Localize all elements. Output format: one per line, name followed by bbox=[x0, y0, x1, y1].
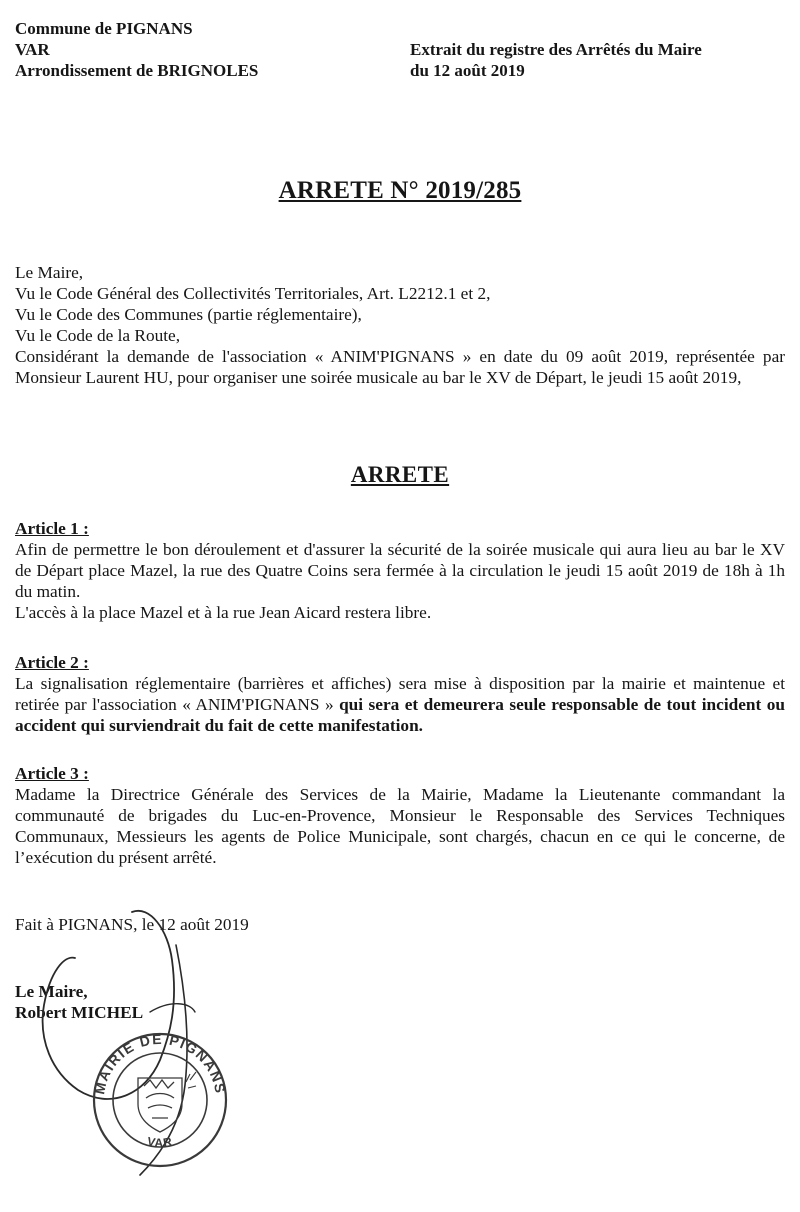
header-commune: Commune de PIGNANS bbox=[15, 19, 193, 38]
header-department: VAR bbox=[15, 40, 50, 59]
seal-text-top: MAIRIE DE PIGNANS bbox=[91, 1030, 229, 1096]
header-arrondissement: Arrondissement de BRIGNOLES bbox=[15, 61, 259, 80]
article-2-text: La signalisation réglementaire (barrières et affiches) sera mise à disposition par la mairie et maintenue et retirée par l'association « ANIM'PIGNANS » bbox=[15, 674, 785, 714]
svg-text:MAIRIE DE PIGNANS bbox=[91, 1031, 229, 1096]
decision-title: ARRETE bbox=[350, 462, 450, 487]
preamble-line: Le Maire, bbox=[15, 263, 84, 282]
article-1-heading: Article 1 : bbox=[15, 519, 89, 538]
place-date: Fait à PIGNANS, le 12 août 2019 bbox=[15, 915, 249, 934]
signatory-name: Robert MICHEL bbox=[15, 1003, 144, 1022]
article-3-text: Madame la Directrice Générale des Services de la Mairie, Madame la Lieutenante commandant la communauté de brigades du Luc-en-Provence, Monsieur le Responsable des Services Techniques Communaux, Messieurs les agents de Police Municipale, sont chargés, chacun en ce qui le concerne, de l’exécution du présent arrêté. bbox=[15, 785, 785, 867]
header-register-date: du 12 août 2019 bbox=[410, 61, 525, 80]
article-1-text-2: L'accès à la place Mazel et à la rue Jean Aicard restera libre. bbox=[15, 603, 432, 622]
signatory-role: Le Maire, bbox=[15, 982, 88, 1001]
preamble-line: Vu le Code Général des Collectivités Territoriales, Art. L2212.1 et 2, bbox=[15, 284, 491, 303]
page-title: ARRETE N° 2019/285 bbox=[278, 177, 522, 204]
article-2-text-bold: qui sera et demeurera seule responsable de tout incident ou accident qui surviendrait du fait de cette manifestation. bbox=[15, 695, 785, 735]
svg-text:VAR bbox=[146, 1134, 174, 1150]
article-1-text: Afin de permettre le bon déroulement et d'assurer la sécurité de la soirée musicale qui aura lieu au bar le XV de Départ place Mazel, la rue des Quatre Coins sera fermée à la circulation le jeudi 15 août 2019 de 18h à 1h du matin. bbox=[15, 540, 785, 601]
header-register: Extrait du registre des Arrêtés du Maire bbox=[410, 40, 702, 59]
article-2-heading: Article 2 : bbox=[15, 653, 89, 672]
seal-text-bottom: VAR bbox=[145, 1134, 175, 1150]
preamble-line: Vu le Code des Communes (partie réglementaire), bbox=[15, 305, 362, 324]
article-3-heading: Article 3 : bbox=[15, 764, 89, 783]
preamble-line: Vu le Code de la Route, bbox=[15, 326, 181, 345]
considerant-paragraph: Considérant la demande de l'association « ANIM'PIGNANS » en date du 09 août 2019, représentée par Monsieur Laurent HU, pour organiser une soirée musicale au bar le XV de Départ, le jeudi 15 août 2019, bbox=[15, 347, 785, 387]
